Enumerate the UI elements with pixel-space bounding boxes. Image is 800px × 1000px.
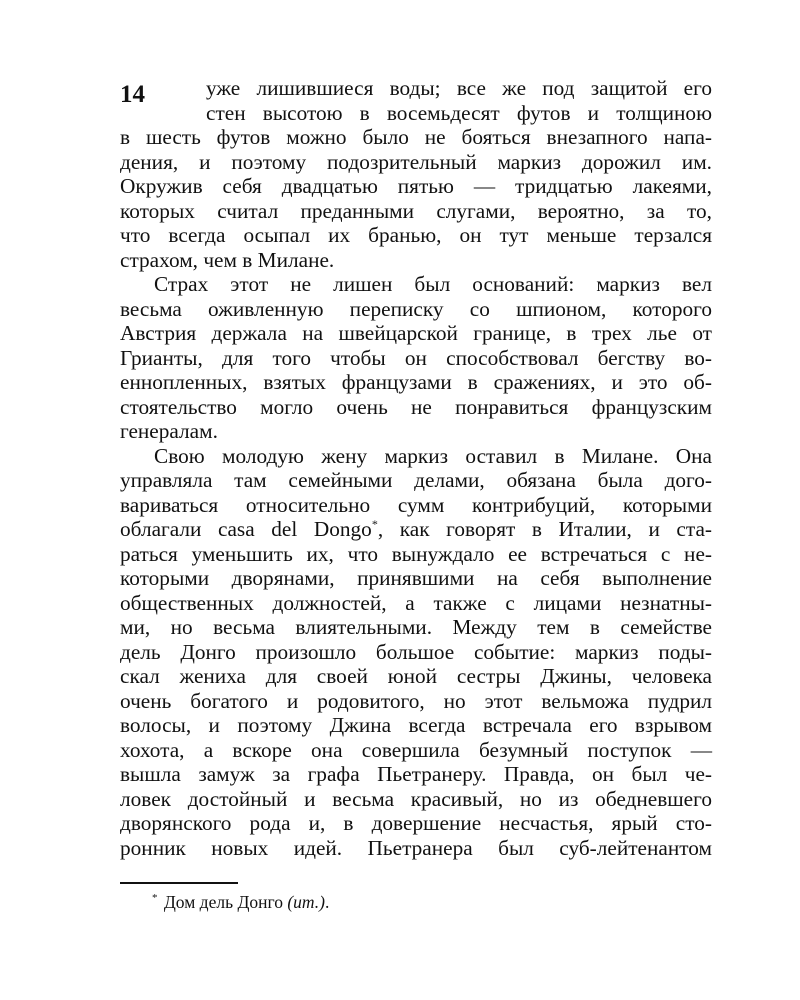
text-line: Австрия держала на швейцарской границе, в трех лье от xyxy=(120,321,712,345)
text-line: генералам. xyxy=(120,419,218,443)
body-text xyxy=(120,76,712,860)
text-line: управляла там семейными делами, обязана была дого- xyxy=(120,468,712,492)
footnote-divider xyxy=(120,882,238,884)
text-line: вышла замуж за графа Пьетранеру. Правда, он был че- xyxy=(120,762,712,786)
footnote-language-note: (ит.) xyxy=(287,892,325,912)
text-line-with-footnote-ref xyxy=(120,517,712,542)
text-line: весьма оживленную переписку со шпионом, которого xyxy=(120,296,712,321)
text-line: очень богатого и родовитого, но этот вельможа пудрил xyxy=(120,688,712,713)
text-line: ронник новых идей. Пьетранера был суб-лейтенантом xyxy=(120,835,712,860)
text-line: Грианты, для того чтобы он способствовал бегству во- xyxy=(120,345,712,370)
text-line: которыми дворянами, принявшими на себя выполнение xyxy=(120,566,712,590)
text-line: ми, но весьма влиятельными. Между тем в семействе xyxy=(120,615,712,639)
text-line: скал жениха для своей юной сестры Джины, человека xyxy=(120,664,712,688)
text-line: Окружив себя двадцатью пятью — тридцатью лакеями, xyxy=(120,174,712,198)
text-line: Страх этот не лишен был оснований: маркиз вел xyxy=(154,272,712,296)
text-segment: , как говорят в Италии, и ста- xyxy=(377,517,712,541)
text-line: стен высотою в восемьдесят футов и толщиною xyxy=(206,100,712,125)
text-line: Свою молодую жену маркиз оставил в Милане. Она xyxy=(154,443,712,468)
footnote xyxy=(152,892,329,912)
page-number: 14 xyxy=(120,81,145,108)
text-line: стоятельство могло очень не понравиться французским xyxy=(120,394,712,419)
text-line: ловек достойный и весьма красивый, но из обедневшего xyxy=(120,786,712,811)
footnote-end: . xyxy=(325,892,330,912)
text-line: общественных должностей, а также с лицами незнатны- xyxy=(120,590,712,615)
text-line: раться уменьшить их, что вынуждало ее встречаться с не- xyxy=(120,541,712,566)
text-segment: облагали casa del Dongo xyxy=(120,517,372,541)
text-line: дения, и поэтому подозрительный маркиз дорожил им. xyxy=(120,149,712,174)
text-line: дель Донго произошло большое событие: маркиз поды- xyxy=(120,639,712,664)
text-line: волосы, и поэтому Джина всегда встречала его взрывом xyxy=(120,713,712,737)
footnote-reference: * xyxy=(371,517,378,531)
text-line: в шесть футов можно было не бояться внезапного напа- xyxy=(120,125,712,149)
text-line: хохота, а вскоре она совершила безумный поступок — xyxy=(120,737,712,762)
text-line: дворянского рода и, в довершение несчастья, ярый сто- xyxy=(120,811,712,835)
footnote-mark: * xyxy=(152,892,158,904)
text-line: которых считал преданными слугами, вероятно, за то, xyxy=(120,198,712,223)
text-line: что всегда осыпал их бранью, он тут меньше терзался xyxy=(120,223,712,247)
text-line: вариваться относительно сумм контрибуций, которыми xyxy=(120,492,712,517)
text-line: страхом, чем в Милане. xyxy=(120,247,335,272)
footnote-text: Дом дель Донго xyxy=(159,892,288,912)
text-line: уже лишившиеся воды; все же под защитой его xyxy=(206,76,712,100)
book-page xyxy=(120,76,712,956)
text-line: еннопленных, взятых французами в сражениях, и это об- xyxy=(120,370,712,394)
